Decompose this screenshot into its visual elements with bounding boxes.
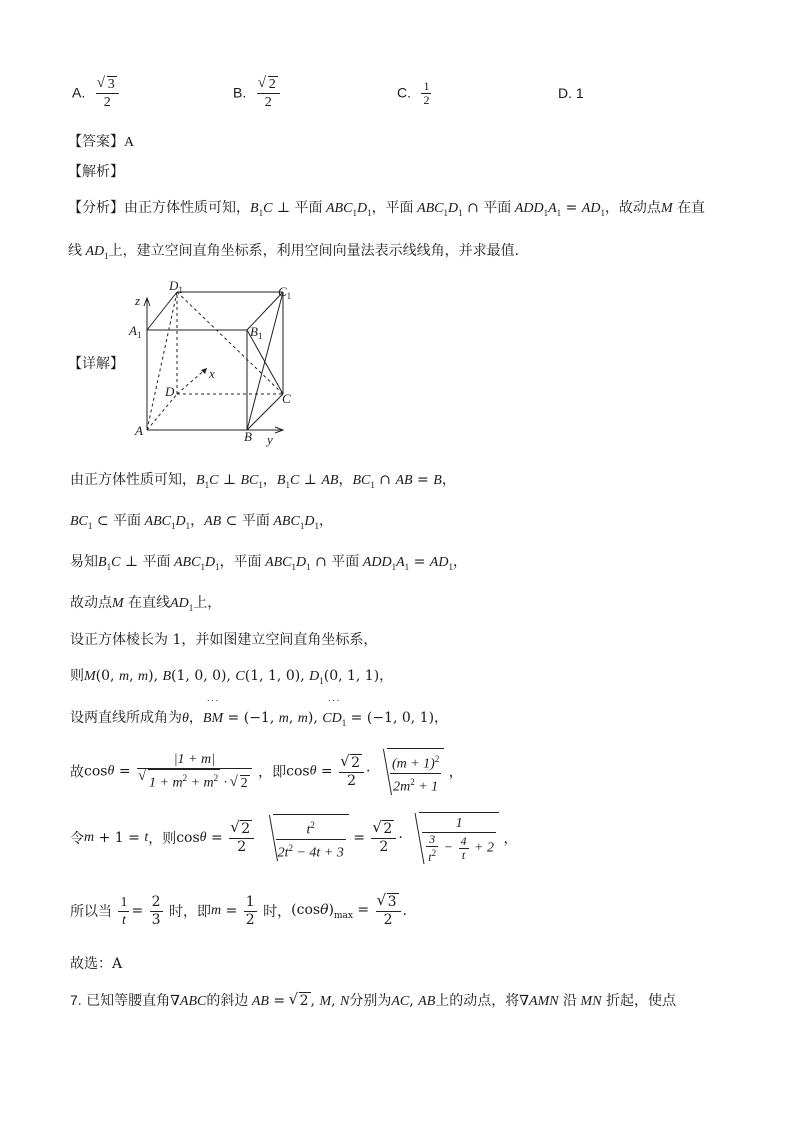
fenxi-text-4: 平面 xyxy=(483,200,512,216)
question-7: 7. 已知等腰直角∇ABC的斜边 AB = √ 2 , M, N分别为AC, AB上的动点，将∇AMN 沿 MN 折起，使点 xyxy=(70,990,676,1010)
label-a1: $A_1$ xyxy=(129,323,142,340)
detail-line-4: 故动点M 在直线$AD_1$上， xyxy=(70,595,222,613)
detail-8-text-c: ， xyxy=(448,764,463,781)
detail-9-text-c: ， xyxy=(503,831,518,847)
q7-text-1: 已知等腰直角 xyxy=(86,993,171,1009)
fenxi-line-2: 线 $AD_1$上，建立空间直角坐标系，利用空间向量法表示线线角，并求最值. xyxy=(68,243,520,261)
detail-3-text-b: 平面 xyxy=(142,554,171,570)
detail-line-1: 由正方体性质可知，$B_1C$ ⊥ $BC_1$，$B_1C$ ⊥ AB，$BC_1$ ∩ AB = B， xyxy=(70,472,456,490)
diag-d1c-hidden xyxy=(177,292,283,394)
option-a-numerator: √ 3 xyxy=(107,76,117,93)
fenxi-label: 【分析】 xyxy=(68,200,124,216)
detail-line-7: 设两直线所成角为θ，˙˙˙ BM = (−1, m, m), ˙˙˙ $CD_1 = (-1$, 0, 1)， xyxy=(70,707,448,728)
detail-9-text-a: 令 xyxy=(70,831,84,847)
fenxi-text-2: 平面 xyxy=(294,200,323,216)
detail-line-5: 设正方体棱长为 1，并如图建立空间直角坐标系， xyxy=(70,632,378,648)
detail-2-text-c: 平面 xyxy=(241,513,270,529)
detail-2-text-a: 平面 xyxy=(113,513,142,529)
answer-value: A xyxy=(124,135,135,150)
detail-3-text-e: ， xyxy=(452,554,467,570)
detail-4-text-b: 在直线 xyxy=(128,595,171,611)
analysis-label: 【解析】 xyxy=(68,164,124,180)
option-b-numerator: √ 2 xyxy=(268,76,278,93)
label-c1: $C_1$ xyxy=(278,284,292,301)
fenxi-text-8: 上，建立空间直角坐标系，利用空间向量法表示线线角，并求最值. xyxy=(108,243,520,259)
detail-4-text-a: 故动点 xyxy=(70,595,112,611)
option-c-label: C. xyxy=(397,84,411,101)
option-b-denominator: 2 xyxy=(264,95,272,110)
option-a-denominator: 2 xyxy=(103,95,111,110)
cube-figure xyxy=(125,278,295,448)
label-x: x xyxy=(209,366,215,381)
fenxi-text-6: 在直 xyxy=(677,200,706,216)
option-b-label: B. xyxy=(233,84,247,101)
detail-7-text-b: ， xyxy=(188,710,203,726)
detail-2-text-b: ， xyxy=(190,513,205,529)
detail-1-text-c: ， xyxy=(338,472,353,488)
q7-number: 7. xyxy=(70,992,82,1008)
option-c-fraction xyxy=(421,80,431,107)
detail-1-text-a: 由正方体性质可知， xyxy=(70,472,196,488)
detail-6-text-a: 则 xyxy=(70,668,84,684)
option-a-fraction xyxy=(96,76,119,111)
label-d: D xyxy=(165,384,175,399)
detail-line-8: 故cosθ = |1 + m| √ $1 + m^2 + m^2$ · √ 2 ，即cosθ = √ $\frac{2}{2}$ · $\frac{(m + 1)^2}{2m^2 + 1}$ ， xyxy=(70,748,463,795)
fenxi-text-1: 由正方体性质可知， xyxy=(124,200,250,216)
option-b xyxy=(233,76,282,111)
q7-text-4: 上的动点，将 xyxy=(435,993,520,1009)
option-c-numerator: 1 xyxy=(423,79,430,93)
detail-3-text-c: ，平面 xyxy=(219,554,262,570)
cos-fraction: |1 + m| √ $1 + m^2 + m^2$ · √ 2 xyxy=(137,751,252,792)
answer-line xyxy=(68,131,134,151)
option-d-label: D. 1 xyxy=(558,85,584,101)
detail-10-text-c: 时， xyxy=(263,904,292,920)
x-axis xyxy=(177,368,207,394)
q7-text-6: 折起，使点 xyxy=(606,993,676,1009)
detail-3-text-d: 平面 xyxy=(331,554,360,570)
diag-b1c xyxy=(247,330,283,394)
detail-line-3: 易知$B_1C$ ⊥ 平面 $ABC_1D_1$，平面 $ABC_1D_1$ ∩ 平面 $ADD_1A_1 = AD_1$， xyxy=(70,554,467,572)
label-c: C xyxy=(282,391,291,406)
detail-8-text-a: 故 xyxy=(70,764,84,781)
detail-line-2: $BC_1$ ⊂ 平面 $ABC_1D_1$，AB ⊂ 平面 $ABC_1D_1$， xyxy=(70,513,333,531)
detail-9-text-b: ，则 xyxy=(148,831,177,847)
label-a: A xyxy=(135,423,143,438)
option-a xyxy=(72,76,121,111)
detail-7-text-a: 设两直线所成角为 xyxy=(70,710,182,726)
label-b1: $B_1$ xyxy=(250,324,263,341)
label-b: B xyxy=(244,429,252,444)
option-a-label: A. xyxy=(72,84,86,101)
detail-10-text-b: 时，即 xyxy=(169,904,212,920)
diag-ad1-hidden xyxy=(147,292,177,430)
label-d1: $D_1$ xyxy=(169,278,183,295)
x-axis-arrow xyxy=(201,368,207,374)
detail-label: 【详解】 xyxy=(68,356,124,372)
q7-text-5: 沿 xyxy=(563,993,578,1009)
option-c xyxy=(397,80,433,107)
fenxi-text-3: ，平面 xyxy=(371,200,414,216)
detail-2-text-d: ， xyxy=(318,513,333,529)
detail-4-text-c: 上， xyxy=(193,595,222,611)
q7-text-3: 分别为 xyxy=(349,993,392,1009)
option-b-fraction xyxy=(257,76,280,111)
detail-1-text-d: ， xyxy=(441,472,456,488)
detail-10-text-d: . xyxy=(402,903,407,919)
detail-line-11: 故选：A xyxy=(70,956,123,972)
detail-10-text-a: 所以当 xyxy=(70,904,112,920)
label-y: y xyxy=(267,432,273,447)
detail-line-6: 则M(0, m, m), B(1, 0, 0), C(1, 1, 0), $D_1(0$, 1, 1)， xyxy=(70,668,394,686)
detail-8-text-b: ，即 xyxy=(258,764,287,781)
detail-line-10: 所以当 $\frac{1}{t}$ = $\frac{2}{3}$ 时，即m = $\frac{1}{2}$ 时，$(\cos\theta)_{max}$ = √ $\frac{3}{2}$ . xyxy=(70,893,407,929)
edge-ad-hidden xyxy=(147,394,177,430)
answer-label: 【答案】 xyxy=(68,134,124,150)
option-d xyxy=(558,85,584,101)
fenxi-text-5: ，故动点 xyxy=(604,200,661,216)
fenxi-text-7: 线 xyxy=(68,243,82,259)
edge-bc xyxy=(247,394,283,430)
fenxi-line-1: 【分析】由正方体性质可知，$B_1C$ ⊥ 平面 $ABC_1D_1$，平面 $ABC_1D_1$ ∩ 平面 $ADD_1A_1 = AD_1$，故动点M 在直 xyxy=(68,200,706,218)
detail-3-text-a: 易知 xyxy=(70,554,98,570)
option-c-denominator: 2 xyxy=(423,93,430,107)
q7-text-2: 的斜边 xyxy=(206,993,249,1009)
label-z: z xyxy=(135,293,141,308)
detail-line-9: 令m + 1 = t，则cosθ = √ $\frac{2}{2}$ $\frac{t^2}{2t^2 - 4t + 3}$ = √ $\frac{2}{2}$ · 1 $\frac{3}{t^2}$ − $\frac{4}{t}$ + 2 ， xyxy=(70,812,517,864)
detail-1-text-b: ， xyxy=(262,472,277,488)
